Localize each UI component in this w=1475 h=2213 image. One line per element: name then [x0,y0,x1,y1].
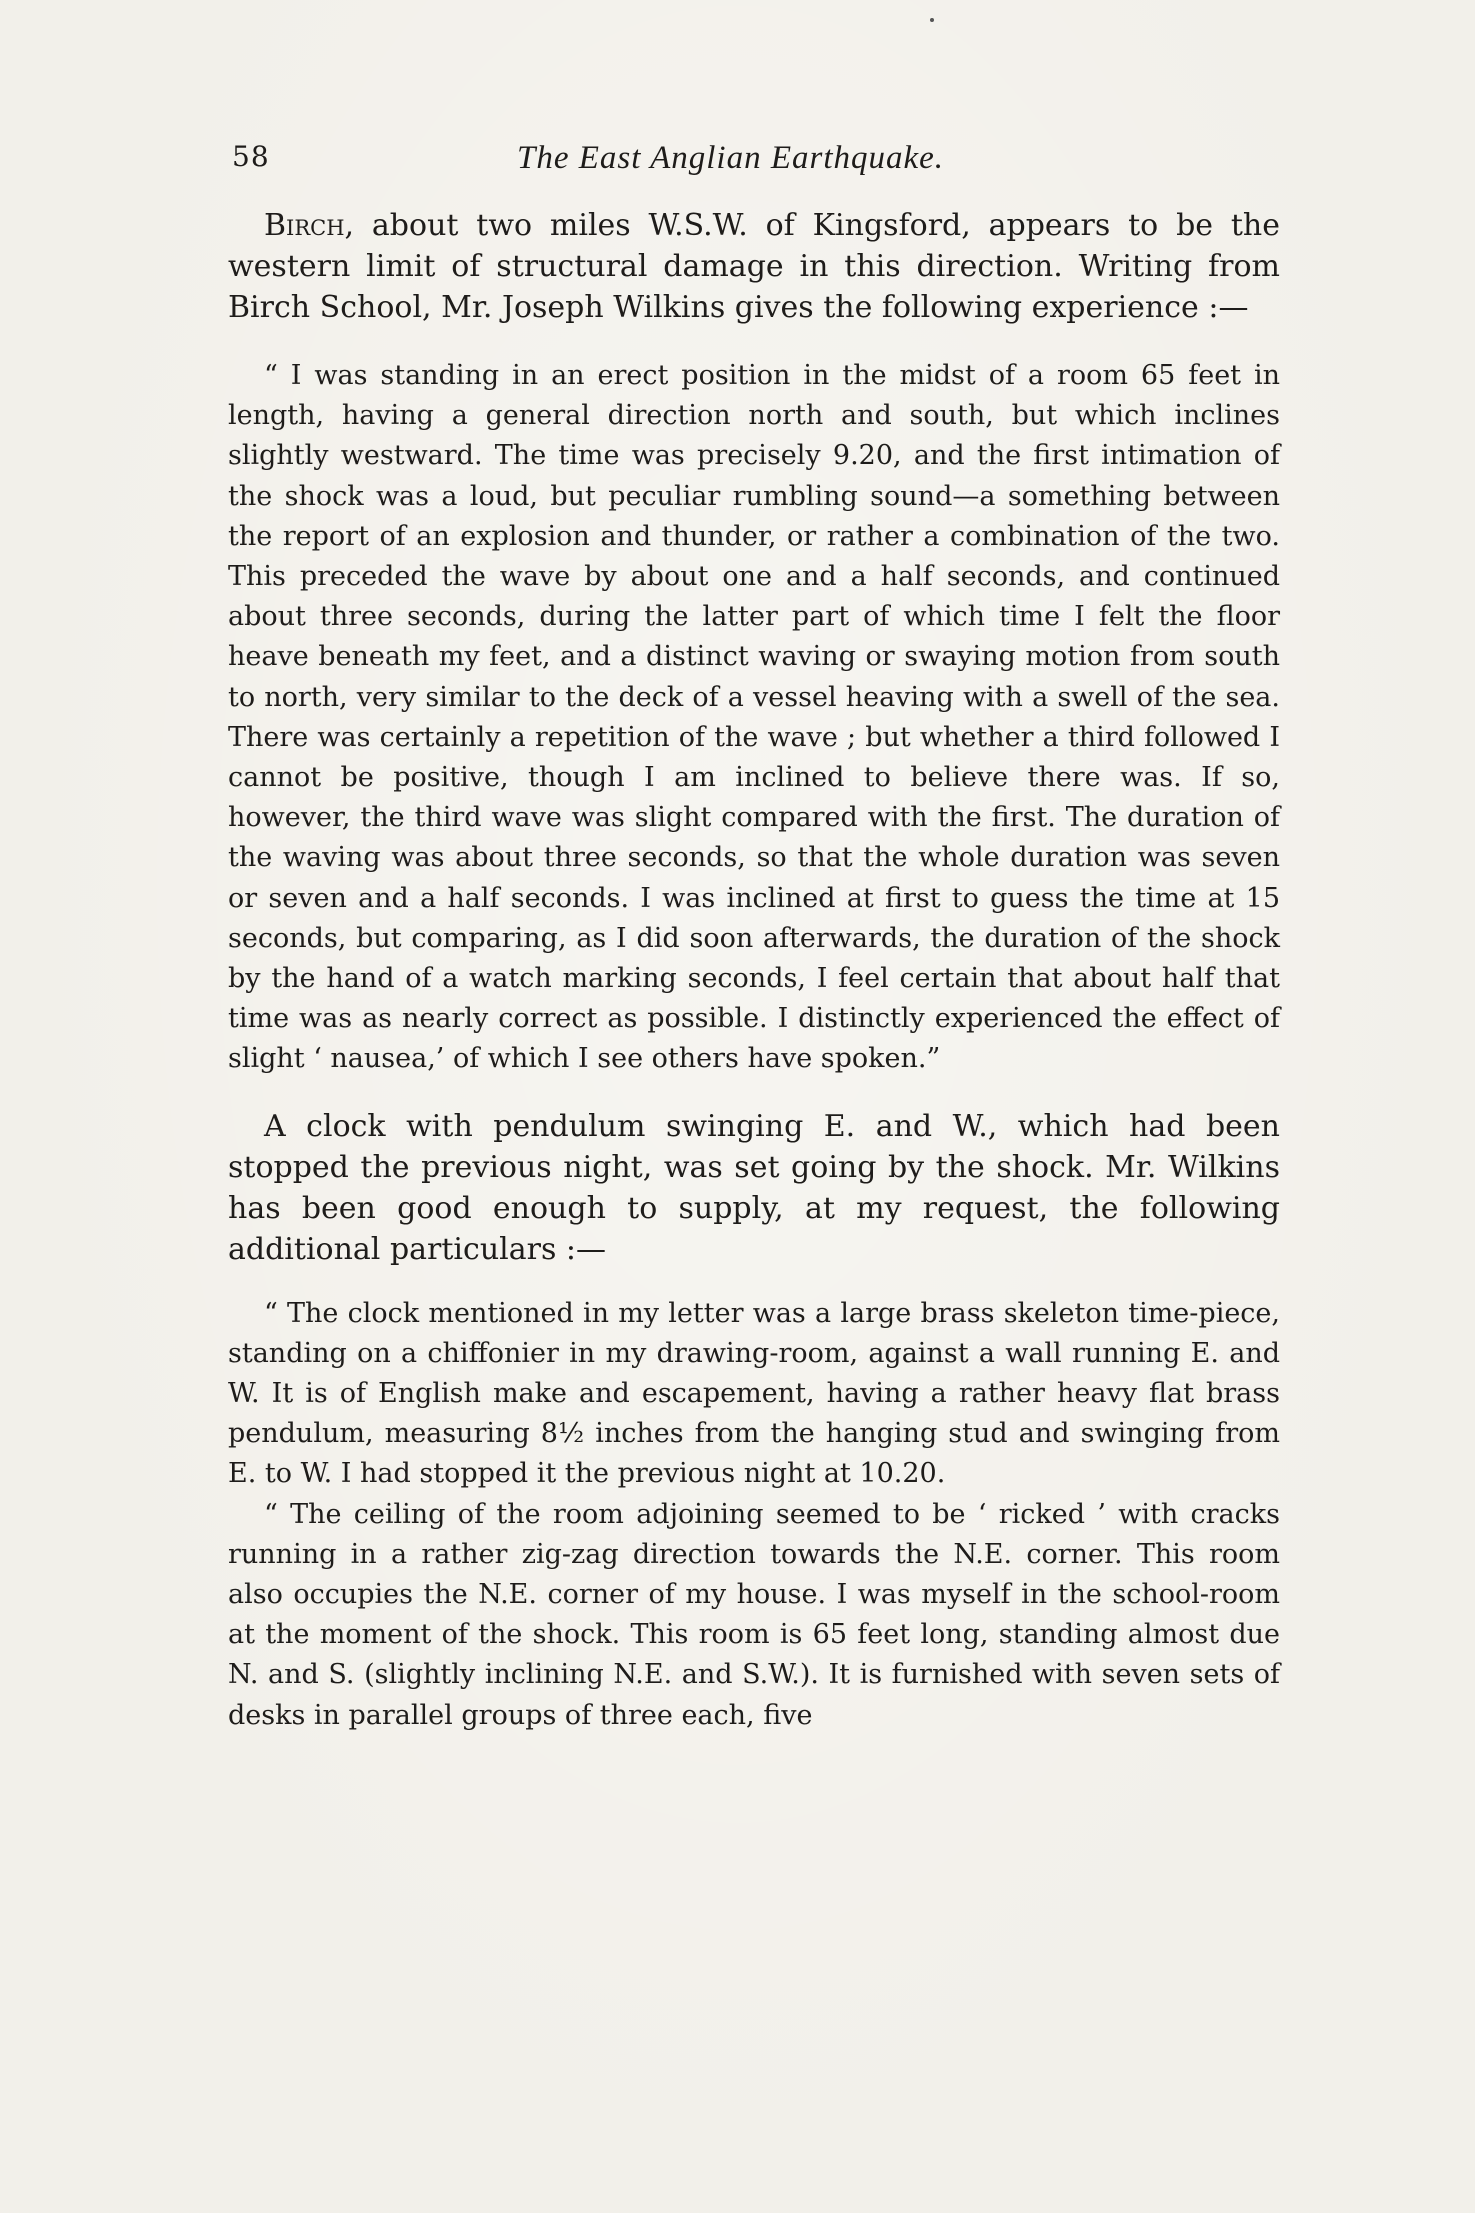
page-number: 58 [232,140,270,173]
place-name-birch: Birch [264,208,345,243]
paragraph-birch-text: , about two miles W.S.W. of Kingsford, appears to be the western limit of structural damage in this direction. Writing from Birch School, Mr. Joseph Wilkins gives the following experience :— [228,208,1280,325]
quote-ceiling-cracks: “ The ceiling of the room adjoining seemed to be ‘ ricked ’ with cracks running in a rather zig-zag direction towards the N.E. corner. This room also occupies the N.E. corner of my house. I was myself in the school-room at the moment of the shock. This room is 65 feet long, standing almost due N. and S. (slightly inclining N.E. and S.W.). It is furnished with seven sets of desks in parallel groups of three each, five [228,1498,1280,1731]
ink-speck [930,18,934,22]
paragraph-clock: A clock with pendulum swinging E. and W., which had been stopped the previous night, was set going by the shock. Mr. Wilkins has been good enough to supply, at my request, the following additional particulars :— [228,1108,1280,1267]
page-body [228,205,1280,1736]
quote-clock-particulars: “ The clock mentioned in my letter was a large brass skeleton time-piece, standing on a chiffonier in my drawing-room, against a wall running E. and W. It is of English make and escapement, having a rather heavy flat brass pendulum, measuring 8½ inches from the hanging stud and swinging from E. to W. I had stopped it the previous night at 10.20. [228,1297,1280,1490]
quote-wilkins-experience: “ I was standing in an erect position in the midst of a room 65 feet in length, having a general direction north and south, but which inclines slightly westward. The time was precisely 9.20, and the first intimation of the shock was a loud, but peculiar rumbling sound—a something between the report of an explosion and thunder, or rather a combination of the two. This preceded the wave by about one and a half seconds, and continued about three seconds, during the latter part of which time I felt the floor heave beneath my feet, and a distinct waving or swaying motion from south to north, very similar to the deck of a vessel heaving with a swell of the sea. There was certainly a repetition of the wave ; but whether a third followed I cannot be positive, though I am inclined to believe there was. If so, however, the third wave was slight compared with the first. The duration of the waving was about three seconds, so that the whole duration was seven or seven and a half seconds. I was inclined at first to guess the time at 15 seconds, but comparing, as I did soon afterwards, the duration of the shock by the hand of a watch marking seconds, I feel certain that about half that time was as nearly correct as possible. I distinctly experienced the effect of slight ‘ nausea,’ of which I see others have spoken.” [228,360,1280,1075]
running-title: The East Anglian Earthquake. [517,140,945,176]
paragraph-birch [228,205,1280,328]
page-header [232,140,1284,180]
